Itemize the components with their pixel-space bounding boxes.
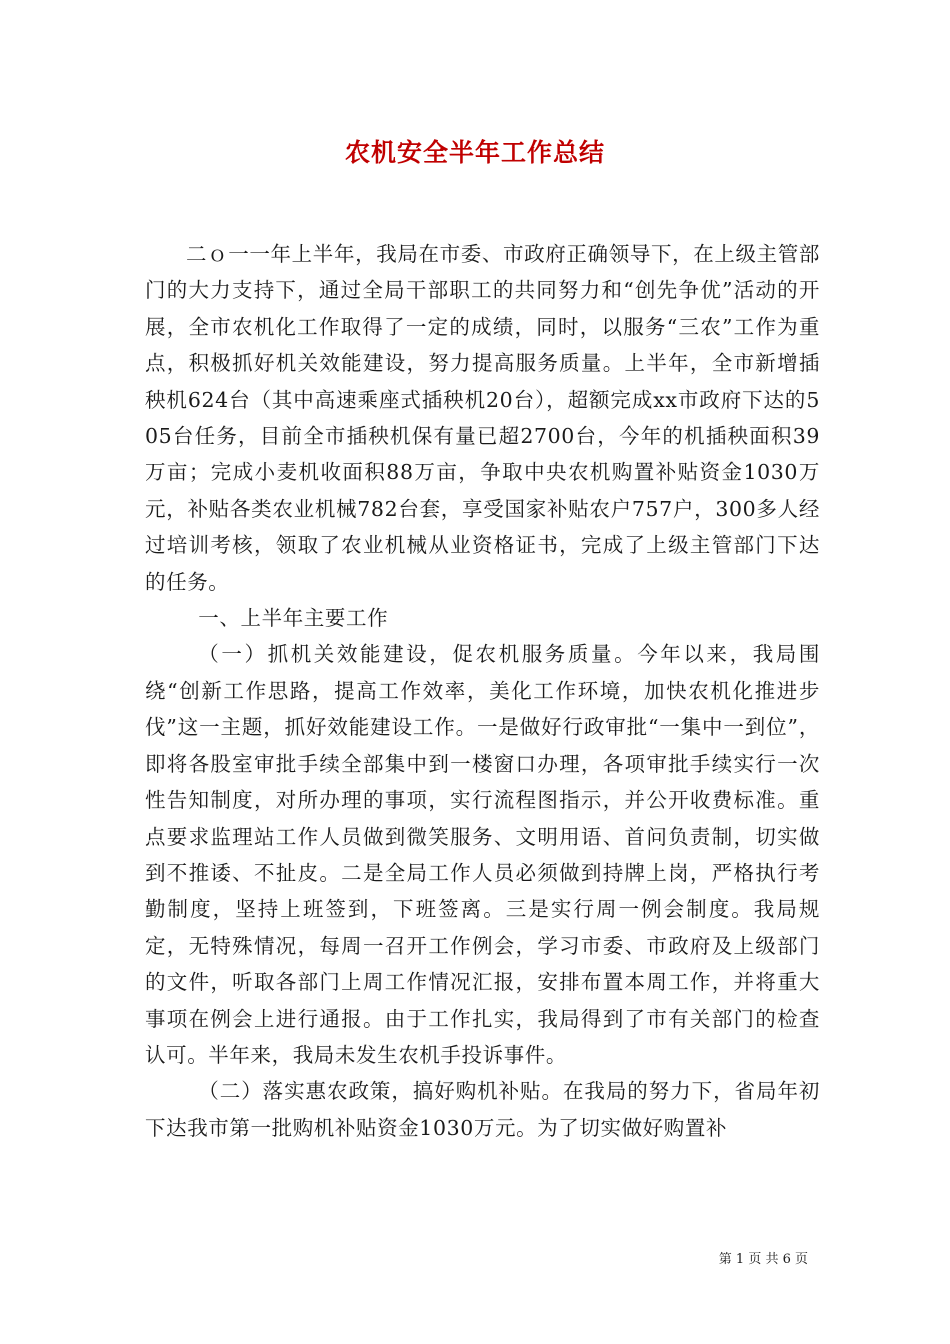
page-number: 第 1 页 共 6 页 (718, 1252, 808, 1267)
document-title: 农机安全半年工作总结 (344, 138, 605, 167)
intro-paragraph: 二ｏ一一年上半年，我局在市委、市政府正确领导下，在上级主管部门的大力支持下，通过全局干部职工的共同努力和“创先争优”活动的开展，全市农机化工作取得了一定的成绩，同时，以服务“三农”工作为重点，积极抓好机关效能建设，努力提高服务质量。上半年，全市新增插秧机624台（其中高速乘座式插秧机20台），超额完成xx市政府下达的505台任务，目前全市插秧机保有量已超2700台，今年的机插秧面积39万亩；完成小麦机收面积88万亩，争取中央农机购置补贴资金1030万元，补贴各类农业机械782台套，享受国家补贴农户757户，300多人经过培训考核，领取了农业机械从业资格证书，完成了上级主管部门下达的任务。 (145, 242, 820, 594)
section-paragraph-2: （二）落实惠农政策，搞好购机补贴。在我局的努力下，省局年初下达我市第一批购机补贴资金1030万元。为了切实做好购置补 (145, 1079, 820, 1140)
document-body (145, 236, 820, 1146)
section-heading: 一、上半年主要工作 (198, 606, 389, 631)
section-paragraph-1: （一）抓机关效能建设，促农机服务质量。今年以来，我局围绕“创新工作思路，提高工作效率，美化工作环境，加快农机化推进步伐”这一主题，抓好效能建设工作。一是做好行政审批“一集中一到位”，即将各股室审批手续全部集中到一楼窗口办理，各项审批手续实行一次性告知制度，对所办理的事项，实行流程图指示，并公开收费标准。重点要求监理站工作人员做到微笑服务、文明用语、首问负责制，切实做到不推诿、不扯皮。二是全局工作人员必须做到持牌上岗，严格执行考勤制度，坚持上班签到，下班签离。三是实行周一例会制度。我局规定，无特殊情况，每周一召开工作例会，学习市委、市政府及上级部门的文件，听取各部门上周工作情况汇报，安排布置本周工作，并将重大事项在例会上进行通报。由于工作扎实，我局得到了市有关部门的检查认可。半年来，我局未发生农机手投诉事件。 (145, 642, 820, 1067)
